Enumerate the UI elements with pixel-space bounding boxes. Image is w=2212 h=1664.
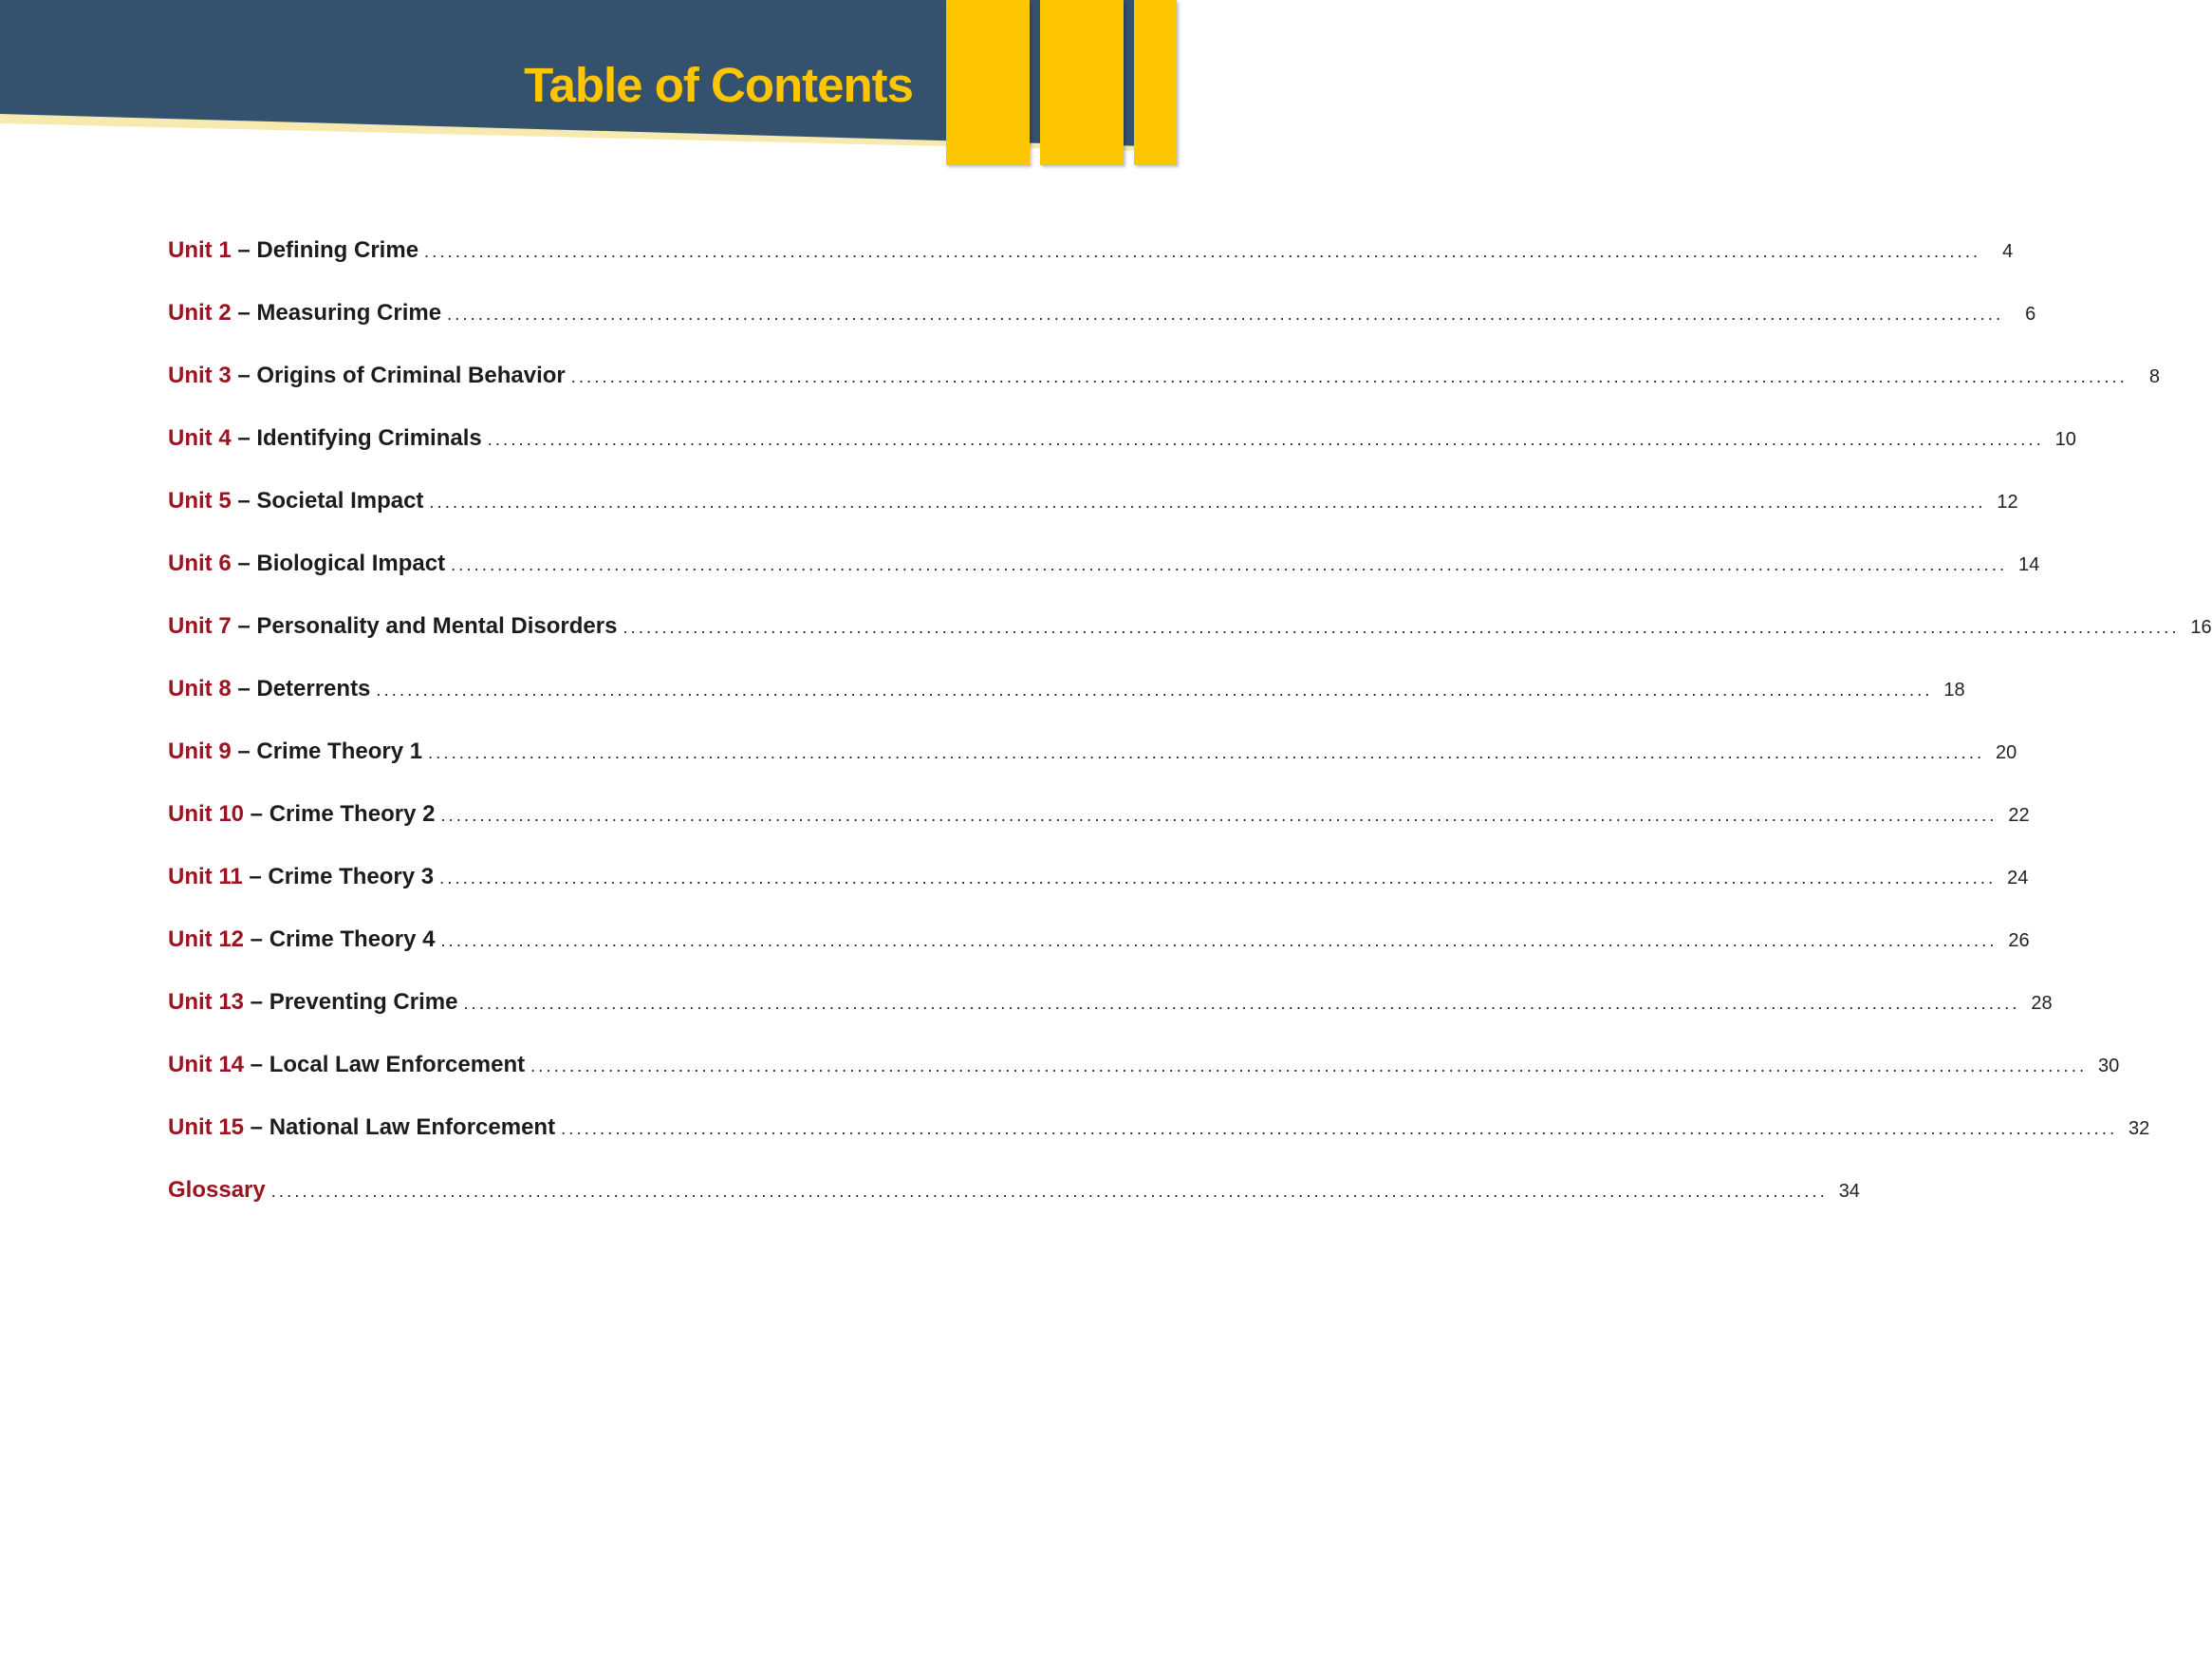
toc-leader-dots: ........................................................................................................................................................................................................ xyxy=(623,618,2180,637)
toc-unit-title: – Crime Theory 3 xyxy=(242,864,435,889)
accent-stripe-3 xyxy=(1134,0,1177,165)
toc-unit-title: – Local Law Enforcement xyxy=(244,1052,526,1077)
toc-page-number: 4 xyxy=(2002,241,2014,262)
table-of-contents xyxy=(168,237,2212,1240)
toc-entry-label xyxy=(168,676,370,702)
toc-leader-dots: ........................................................................................................................................................................................................ xyxy=(570,367,2128,386)
toc-entry-label xyxy=(168,1114,555,1141)
toc-leader-dots: ........................................................................................................................................................................................................ xyxy=(429,493,1986,512)
toc-unit-title: – Biological Impact xyxy=(231,551,446,576)
toc-entry[interactable] xyxy=(168,363,2160,425)
toc-page-number: 16 xyxy=(2190,617,2212,638)
toc-page-number: 12 xyxy=(1997,492,2018,513)
toc-page-number: 6 xyxy=(2025,304,2036,325)
toc-unit-number: Unit 5 xyxy=(168,488,232,514)
toc-page-number: 34 xyxy=(1838,1181,1860,1202)
toc-entry-label xyxy=(168,551,445,577)
toc-page-number: 30 xyxy=(2098,1056,2120,1076)
toc-unit-number: Unit 10 xyxy=(168,801,245,827)
toc-unit-title: – Crime Theory 4 xyxy=(244,926,436,952)
toc-entry-label xyxy=(168,801,435,828)
toc-entry-label xyxy=(168,739,422,765)
toc-page-number: 8 xyxy=(2148,366,2160,387)
accent-stripe-2 xyxy=(1040,0,1124,165)
toc-entry[interactable] xyxy=(168,488,2018,551)
toc-unit-title: – Preventing Crime xyxy=(244,989,458,1015)
toc-page-number: 26 xyxy=(2008,930,2030,951)
toc-entry-label xyxy=(168,363,566,389)
toc-unit-title: – Deterrents xyxy=(231,676,371,701)
toc-unit-number: Unit 1 xyxy=(168,237,232,263)
toc-unit-title: – Defining Crime xyxy=(231,237,419,263)
toc-entry[interactable] xyxy=(168,1052,2120,1114)
toc-unit-title: – Crime Theory 2 xyxy=(244,801,436,827)
toc-leader-dots: ........................................................................................................................................................................................................ xyxy=(428,743,1985,762)
toc-entry-label xyxy=(168,425,482,452)
toc-unit-number: Unit 15 xyxy=(168,1114,245,1140)
toc-page-number: 14 xyxy=(2018,554,2040,575)
toc-leader-dots: ........................................................................................................................................................................................................ xyxy=(530,1056,2088,1075)
toc-unit-title: – Identifying Criminals xyxy=(231,425,482,451)
toc-page-number: 10 xyxy=(2054,429,2076,450)
toc-leader-dots: ........................................................................................................................................................................................................ xyxy=(561,1119,2118,1138)
toc-unit-title: – Origins of Criminal Behavior xyxy=(231,363,566,388)
toc-leader-dots: ........................................................................................................................................................................................................ xyxy=(463,994,2020,1013)
toc-entry-label xyxy=(168,864,434,890)
toc-page-number: 28 xyxy=(2031,993,2053,1014)
toc-unit-title: – Personality and Mental Disorders xyxy=(231,613,618,639)
toc-entry-label xyxy=(168,1177,266,1204)
toc-entry[interactable] xyxy=(168,551,2040,613)
toc-entry-label xyxy=(168,1052,525,1078)
toc-leader-dots: ........................................................................................................................................................................................................ xyxy=(440,806,1998,825)
toc-unit-title: – Crime Theory 1 xyxy=(231,739,423,764)
toc-unit-number: Unit 6 xyxy=(168,551,232,576)
toc-entry-label xyxy=(168,300,441,327)
toc-entry[interactable] xyxy=(168,864,2029,926)
toc-unit-number: Glossary xyxy=(168,1177,266,1203)
toc-entry-label xyxy=(168,488,423,514)
toc-page-number: 20 xyxy=(1996,742,2017,763)
toc-entry-label xyxy=(168,613,617,640)
toc-leader-dots: ........................................................................................................................................................................................................ xyxy=(376,681,1933,700)
toc-unit-number: Unit 3 xyxy=(168,363,232,388)
toc-unit-title: – Societal Impact xyxy=(231,488,424,514)
toc-entry[interactable] xyxy=(168,300,2036,363)
toc-leader-dots: ........................................................................................................................................................................................................ xyxy=(440,931,1998,950)
toc-entry-label xyxy=(168,237,418,264)
toc-page-number: 18 xyxy=(1943,680,1965,701)
toc-leader-dots: ........................................................................................................................................................................................................ xyxy=(451,555,2008,574)
toc-unit-number: Unit 8 xyxy=(168,676,232,701)
toc-page-number: 22 xyxy=(2008,805,2030,826)
toc-entry[interactable] xyxy=(168,425,2076,488)
toc-leader-dots: ........................................................................................................................................................................................................ xyxy=(270,1182,1828,1201)
toc-leader-dots: ........................................................................................................................................................................................................ xyxy=(487,430,2044,449)
toc-unit-number: Unit 12 xyxy=(168,926,245,952)
toc-entry[interactable] xyxy=(168,237,2014,300)
toc-page-number: 24 xyxy=(2007,868,2029,888)
toc-leader-dots: ........................................................................................................................................................................................................ xyxy=(439,869,1997,888)
toc-entry[interactable] xyxy=(168,676,1965,739)
toc-entry[interactable] xyxy=(168,801,2030,864)
toc-unit-number: Unit 14 xyxy=(168,1052,245,1077)
toc-unit-title: – National Law Enforcement xyxy=(244,1114,556,1140)
toc-unit-title: – Measuring Crime xyxy=(231,300,442,326)
toc-unit-number: Unit 11 xyxy=(168,864,243,889)
accent-stripe-1 xyxy=(946,0,1030,165)
toc-unit-number: Unit 13 xyxy=(168,989,245,1015)
toc-entry[interactable] xyxy=(168,989,2053,1052)
toc-entry[interactable] xyxy=(168,613,2212,676)
toc-entry[interactable] xyxy=(168,739,2017,801)
toc-unit-number: Unit 2 xyxy=(168,300,232,326)
toc-unit-number: Unit 4 xyxy=(168,425,232,451)
toc-entry[interactable] xyxy=(168,926,2030,989)
toc-leader-dots: ........................................................................................................................................................................................................ xyxy=(447,305,2004,324)
page-title: Table of Contents xyxy=(524,58,913,112)
toc-entry[interactable] xyxy=(168,1177,1860,1240)
toc-unit-number: Unit 7 xyxy=(168,613,232,639)
toc-unit-number: Unit 9 xyxy=(168,739,232,764)
toc-entry-label xyxy=(168,989,457,1016)
toc-leader-dots: ........................................................................................................................................................................................................ xyxy=(424,242,1981,261)
toc-entry[interactable] xyxy=(168,1114,2150,1177)
toc-page-number: 32 xyxy=(2128,1118,2150,1139)
toc-entry-label xyxy=(168,926,435,953)
